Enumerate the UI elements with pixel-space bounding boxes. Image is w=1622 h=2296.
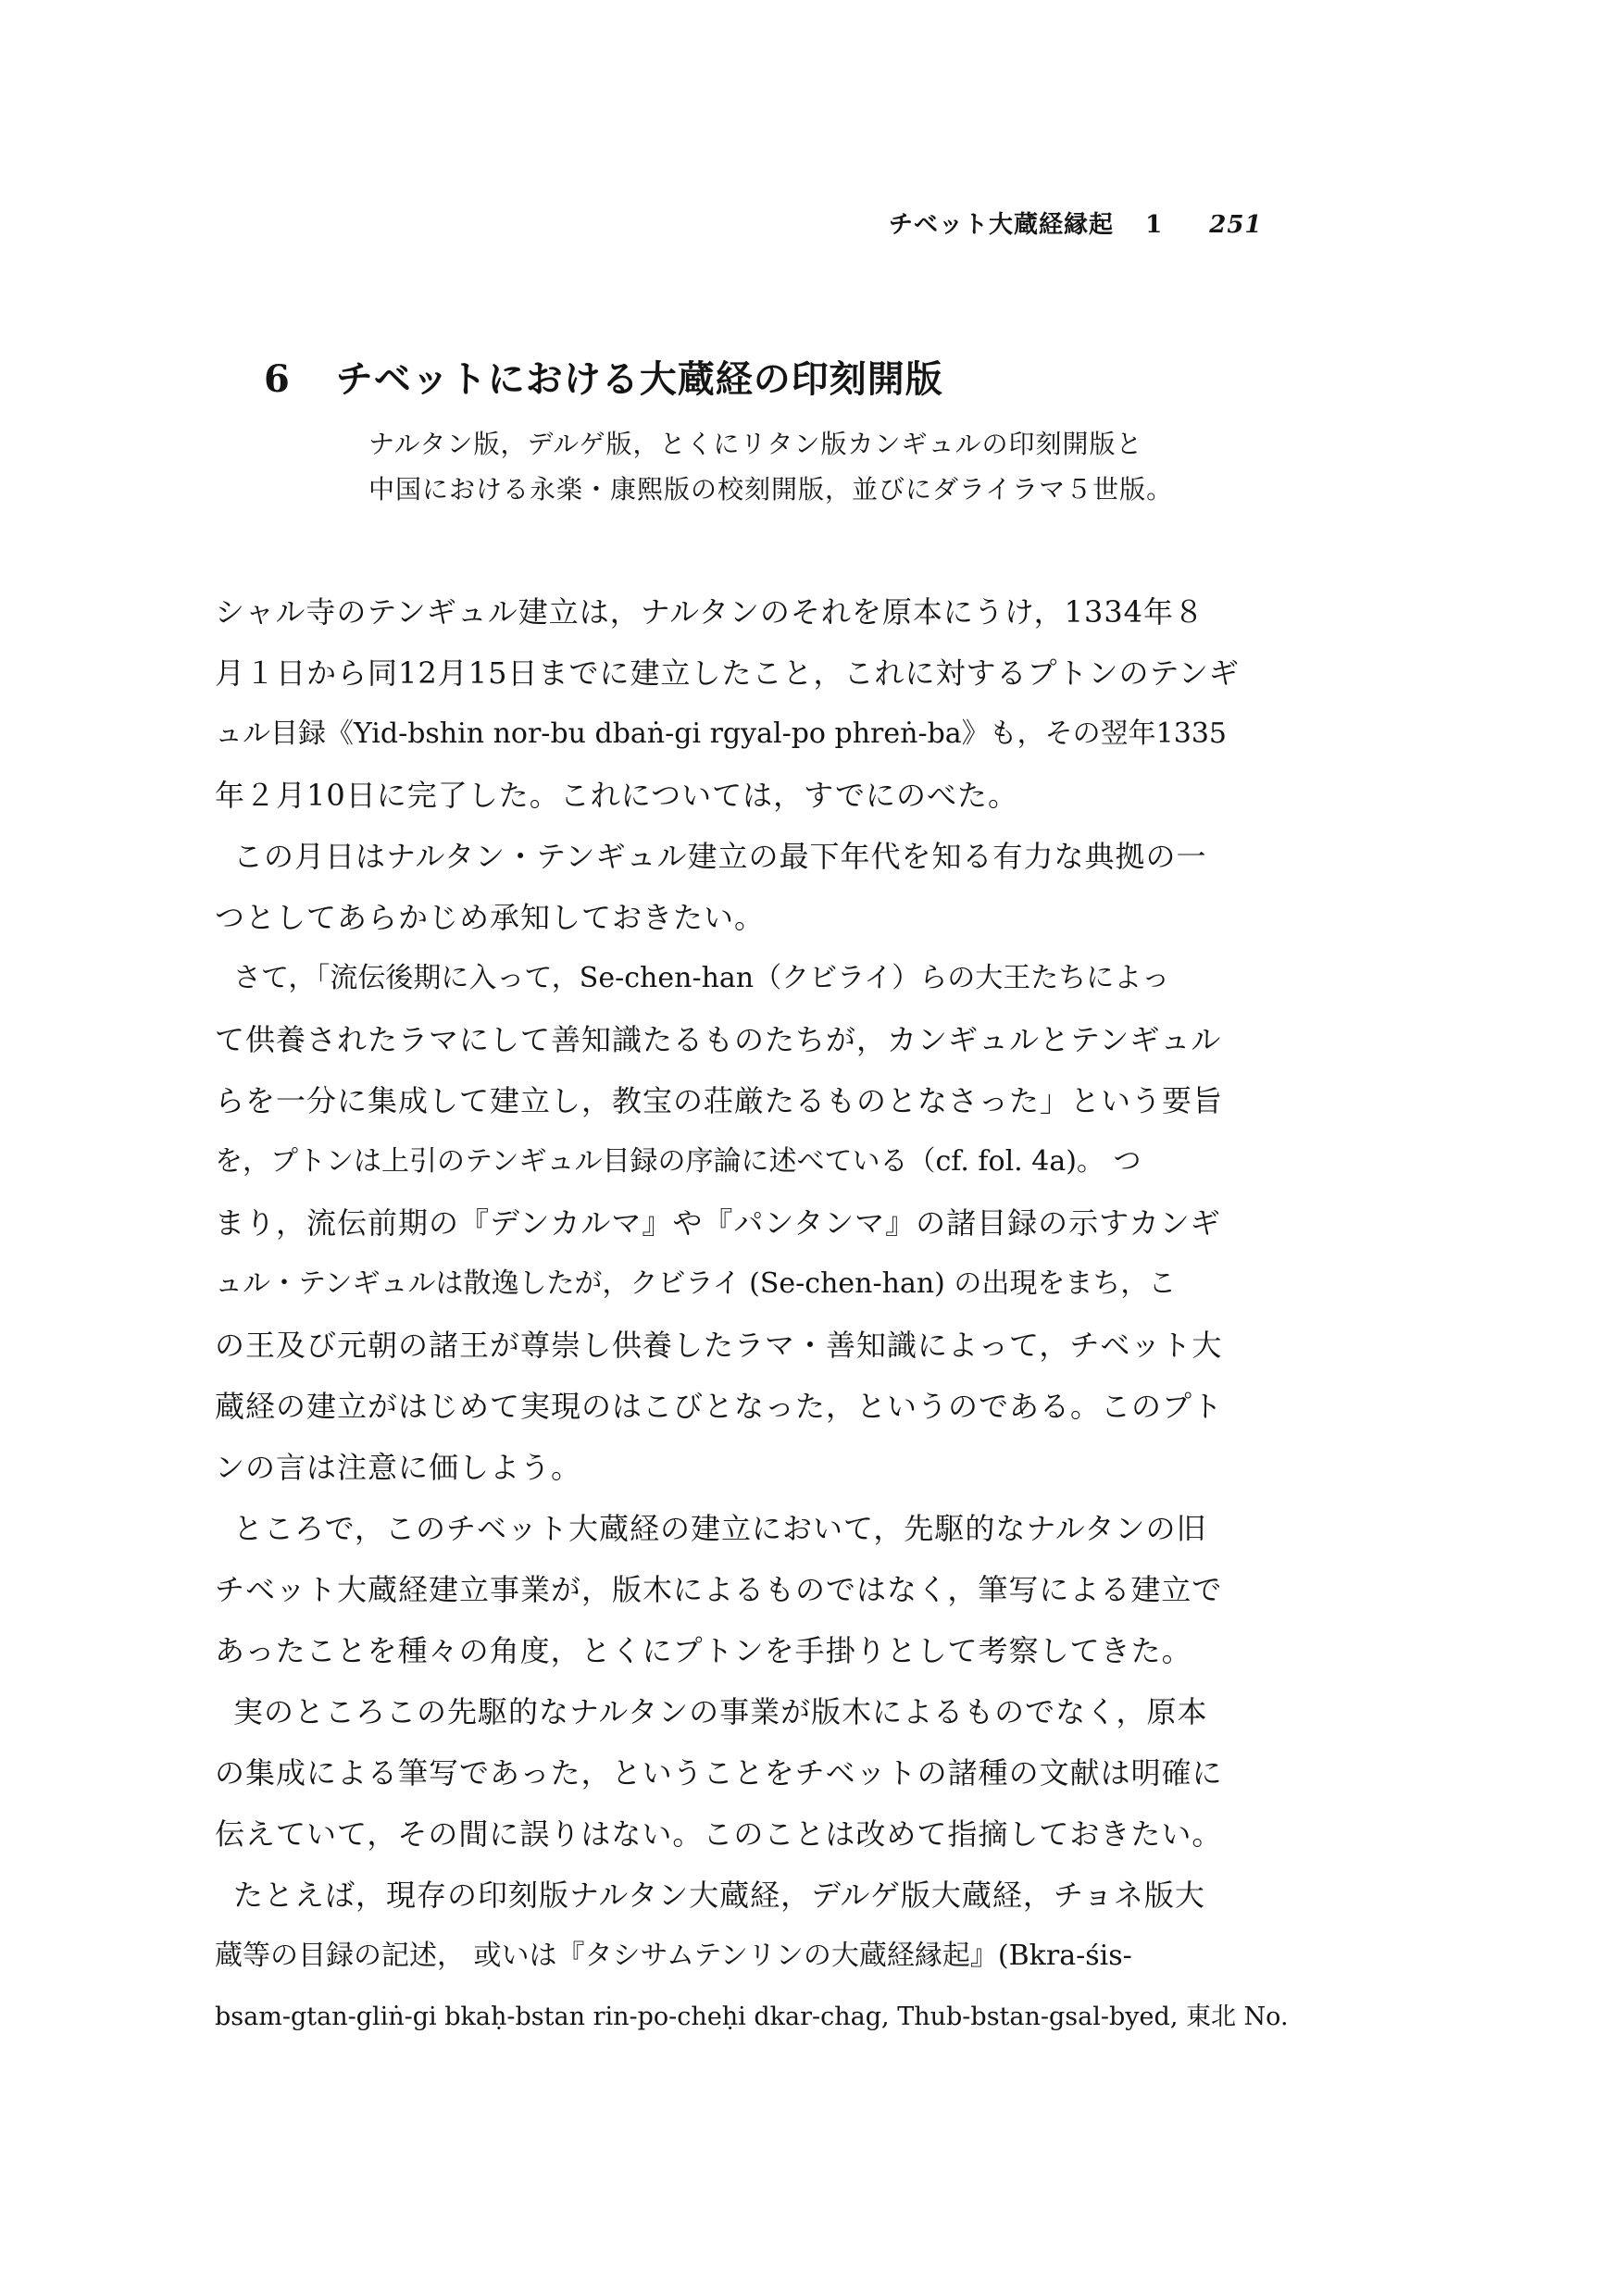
text-line: の王及び元朝の諸王が尊崇し供養したラマ・善知識によって，チベット大 (215, 1328, 1223, 1363)
text-line: 年２月10日に完了した。これについては，すでにのべた。 (215, 778, 1019, 813)
text-line: 蔵等の目録の記述， 或いは『タシサムテンリンの大蔵経縁起』(Bkra-śis- (215, 1940, 1132, 1972)
chapter-number: 1 (1145, 211, 1164, 239)
text-line: の集成による筆写であった，ということをチベットの諸種の文献は明確に (215, 1755, 1223, 1791)
text-line: bsam-gtan-gliṅ-gi bkaḥ-bstan rin-po-cheḥi dkar-chag, Thub-bstan-gsal-byed, 東北 No. (215, 2003, 1289, 2031)
body-text (215, 581, 1363, 2048)
text-line: 伝えていて，その間に誤りはない。このことは改めて指摘しておきたい。 (215, 1816, 1223, 1852)
section-number: 6 (264, 357, 291, 401)
text-line: まり，流伝前期の『デンカルマ』や『パンタンマ』の諸目録の示すカンギ (215, 1205, 1221, 1241)
text-line: を，プトンは上引のテンギュル目録の序論に述べている（cf. fol. 4a)。 つ (215, 1145, 1142, 1178)
page-number: 251 (1209, 211, 1263, 239)
text-line: ュル・テンギュルは散逸したが，クビライ (Se-chen-han) の出現をまち，こ (215, 1267, 1177, 1300)
text-line: この月日はナルタン・テンギュル建立の最下年代を知る有力な典拠の一 (233, 839, 1207, 874)
text-line: シャル寺のテンギュル建立は，ナルタンのそれを原本にうけ，1334年８ (215, 594, 1205, 630)
text-line: ところで，このチベット大蔵経の建立において，先駆的なナルタンの旧 (233, 1511, 1207, 1546)
text-line: 月１日から同12月15日までに建立したこと，これに対するプトンのテンギ (215, 655, 1240, 691)
text-line: ュル目録《Yid-bshin nor-bu dbaṅ-gi rgyal-po phreṅ-ba》も，その翌年1335 (215, 718, 1228, 750)
running-header (889, 206, 1296, 240)
running-title: チベット大蔵経縁起 (889, 211, 1115, 239)
text-line: つとしてあらかじめ承知しておきたい。 (215, 900, 766, 935)
text-line: 実のところこの先駆的なナルタンの事業が版木によるものでなく，原本 (233, 1694, 1208, 1729)
text-line: て供養されたラマにして善知識たるものたちが，カンギュルとテンギュル (215, 1022, 1222, 1057)
text-line: あったことを種々の角度，とくにプトンを手掛りとして考察してきた。 (215, 1633, 1192, 1668)
text-line: 蔵経の建立がはじめて実現のはこびとなった，というのである。このプト (215, 1389, 1224, 1424)
text-line: さて，「流伝後期に入って，Se-chen-han（クビライ）らの大王たちによっ (233, 962, 1170, 994)
section-subtitle-line: 中国における永楽・康熙版の校刻開版，並びにダライラマ５世版。 (368, 474, 1174, 505)
text-line: らを一分に集成して建立し，教宝の荘厳たるものとなさった」という要旨 (215, 1083, 1224, 1118)
section-subtitle-line: ナルタン版，デルゲ版，とくにリタン版カンギュルの印刻開版と (368, 429, 1143, 459)
text-line: ンの言は注意に価しよう。 (215, 1450, 582, 1485)
section-heading (264, 350, 1356, 403)
section-title: チベットにおける大蔵経の印刻開版 (335, 357, 943, 401)
text-line: チベット大蔵経建立事業が，版木によるものではなく，筆写による建立で (215, 1572, 1223, 1607)
text-line: たとえば，現存の印刻版ナルタン大蔵経，デルゲ版大蔵経，チョネ版大 (233, 1878, 1205, 1913)
